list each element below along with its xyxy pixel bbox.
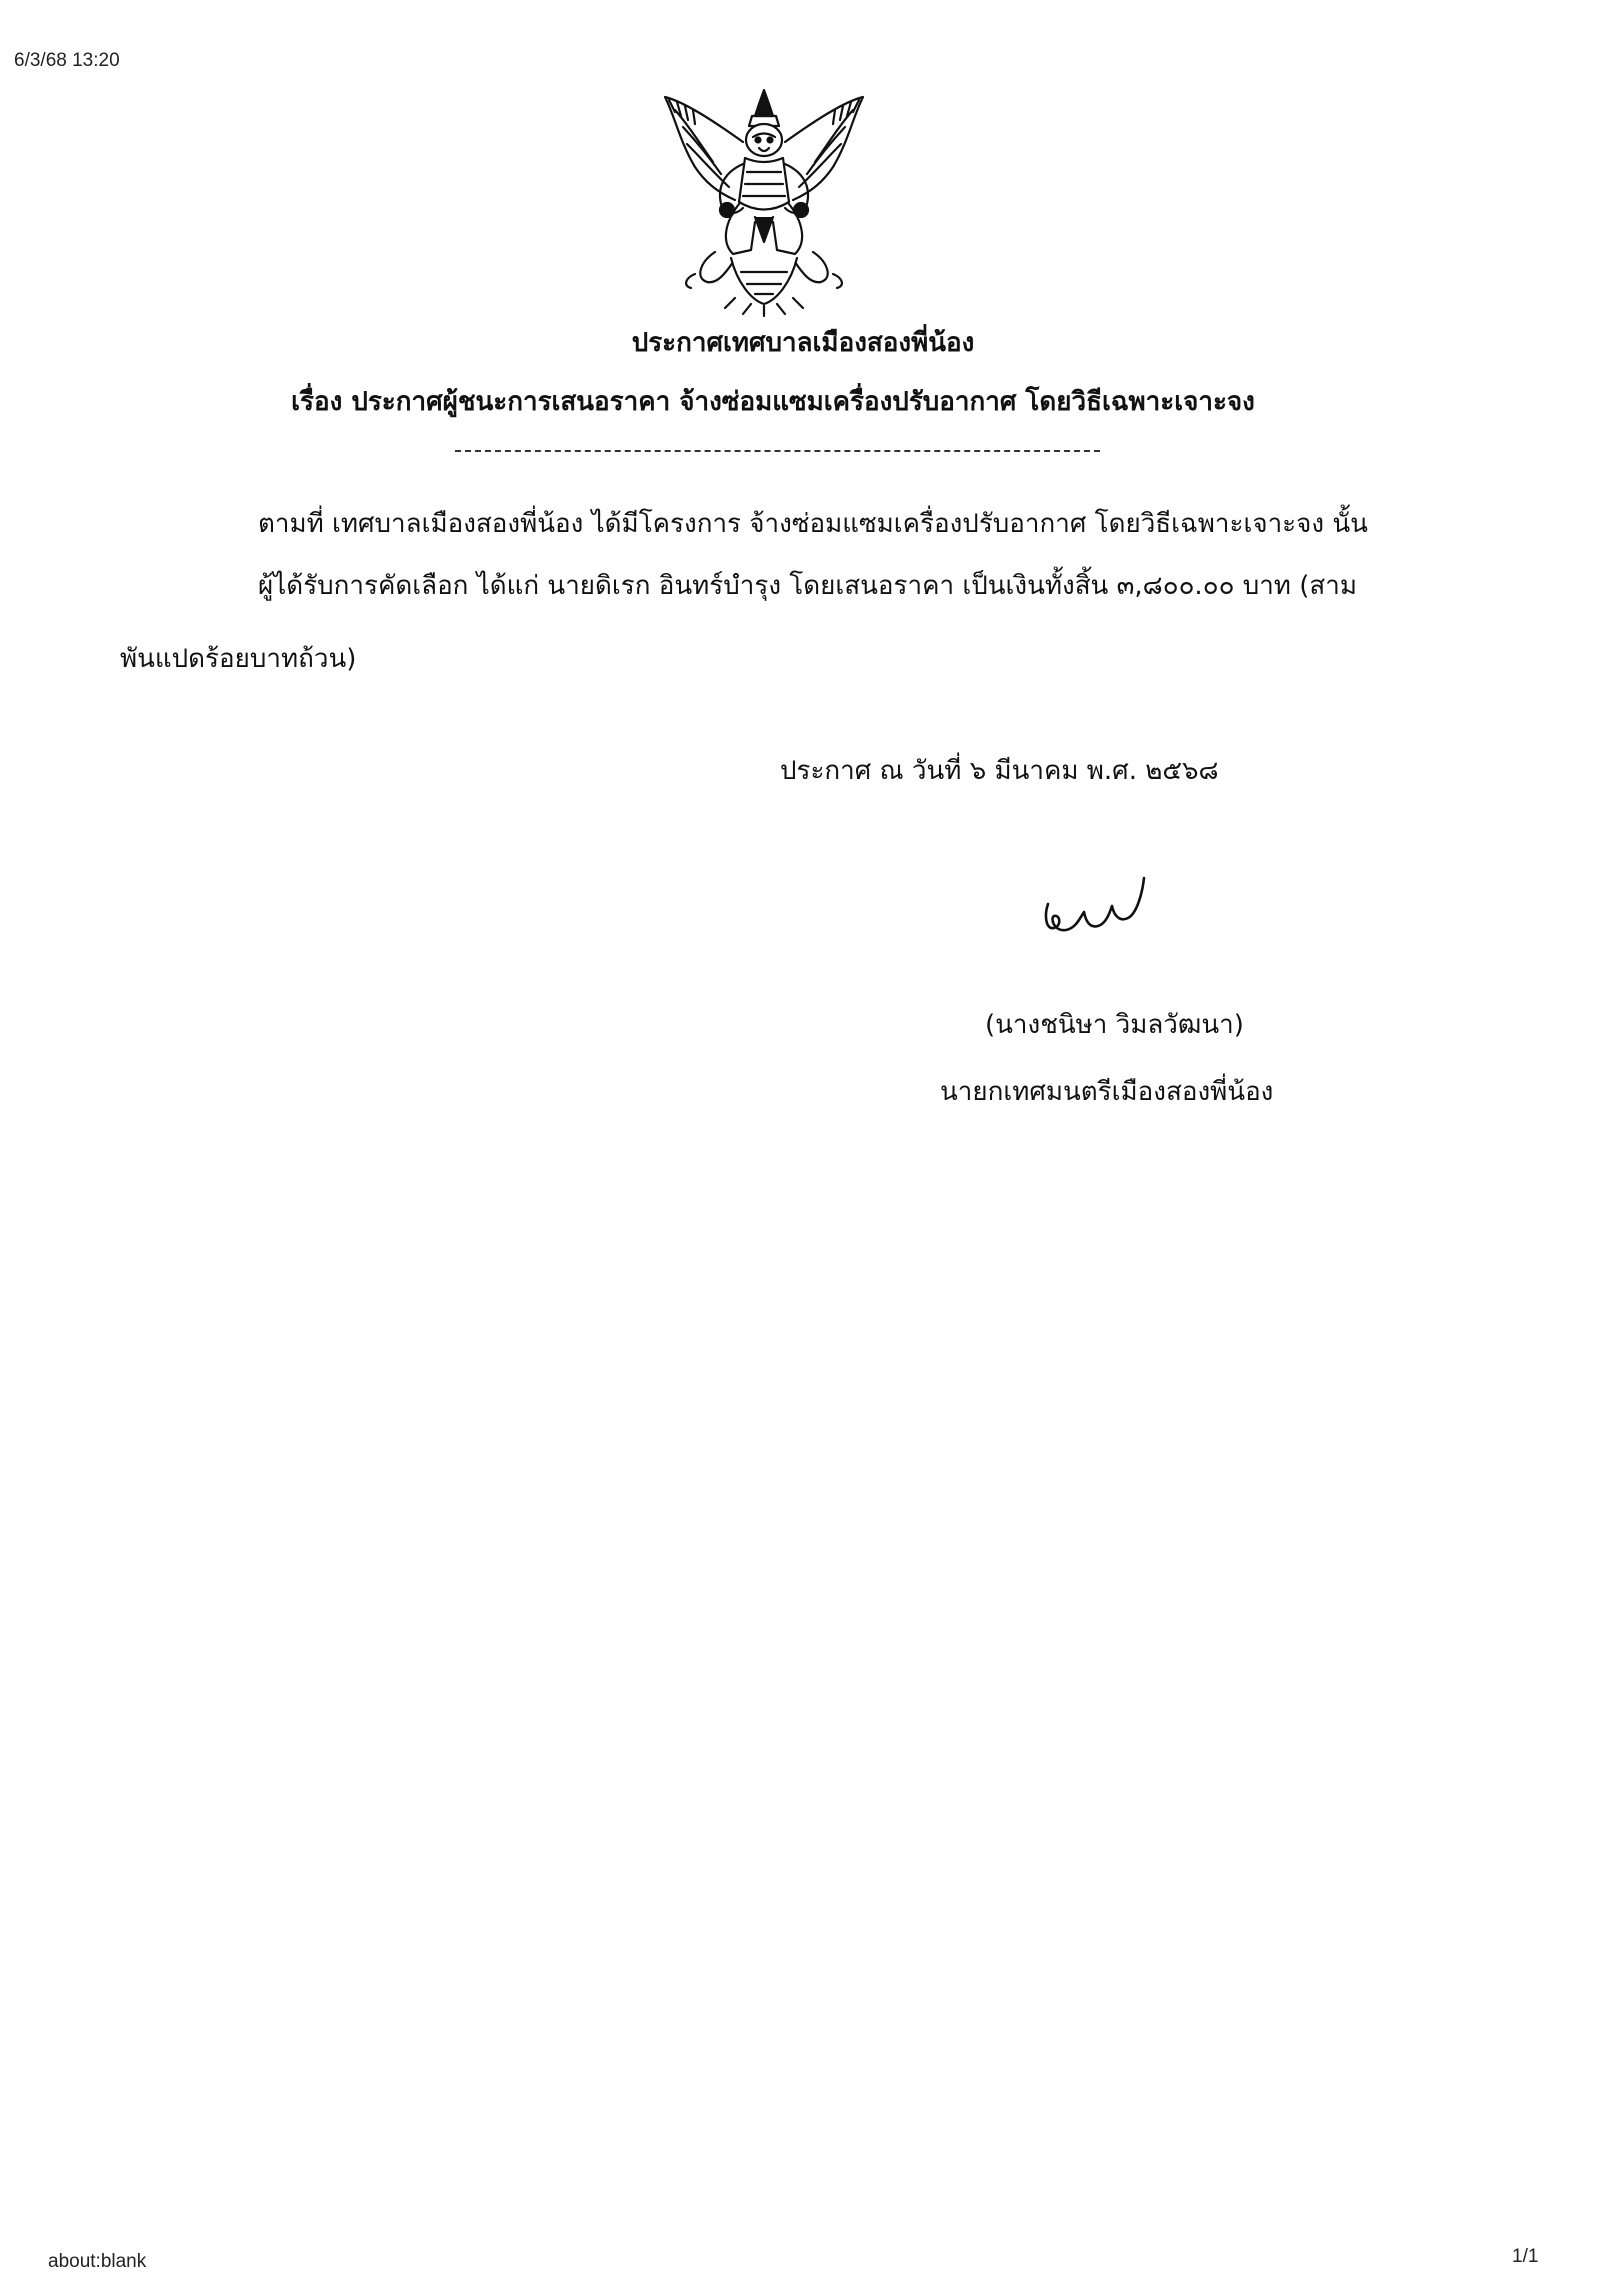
print-url: about:blank — [48, 2251, 147, 2272]
signer-position: นายกเทศมนตรีเมืองสองพี่น้อง — [940, 1077, 1274, 1107]
body-line: พันแปดร้อยบาทถ้วน) — [120, 644, 357, 674]
signature-image — [1040, 872, 1160, 952]
page-number: 1/1 — [1512, 2246, 1539, 2267]
signer-name: (นางชนิษา วิมลวัฒนา) — [985, 1010, 1244, 1040]
announce-date: ประกาศ ณ วันที่ ๖ มีนาคม พ.ศ. ๒๕๖๘ — [780, 756, 1219, 786]
body-line: ผู้ได้รับการคัดเลือก ได้แก่ นายดิเรก อินทร์บำรุง โดยเสนอราคา เป็นเงินทั้งสิ้น ๓,๘๐๐.๐๐ บาท (สาม — [258, 571, 1357, 601]
garuda-emblem-icon — [655, 82, 873, 317]
document-title: ประกาศเทศบาลเมืองสองพี่น้อง — [631, 328, 975, 358]
separator-line — [455, 450, 1100, 452]
body-line: ตามที่ เทศบาลเมืองสองพี่น้อง ได้มีโครงการ จ้างซ่อมแซมเครื่องปรับอากาศ โดยวิธีเฉพาะเจาะจง นั้น — [258, 509, 1368, 539]
document-subject: เรื่อง ประกาศผู้ชนะการเสนอราคา จ้างซ่อมแซมเครื่องปรับอากาศ โดยวิธีเฉพาะเจาะจง — [291, 387, 1255, 417]
print-timestamp: 6/3/68 13:20 — [14, 50, 120, 71]
